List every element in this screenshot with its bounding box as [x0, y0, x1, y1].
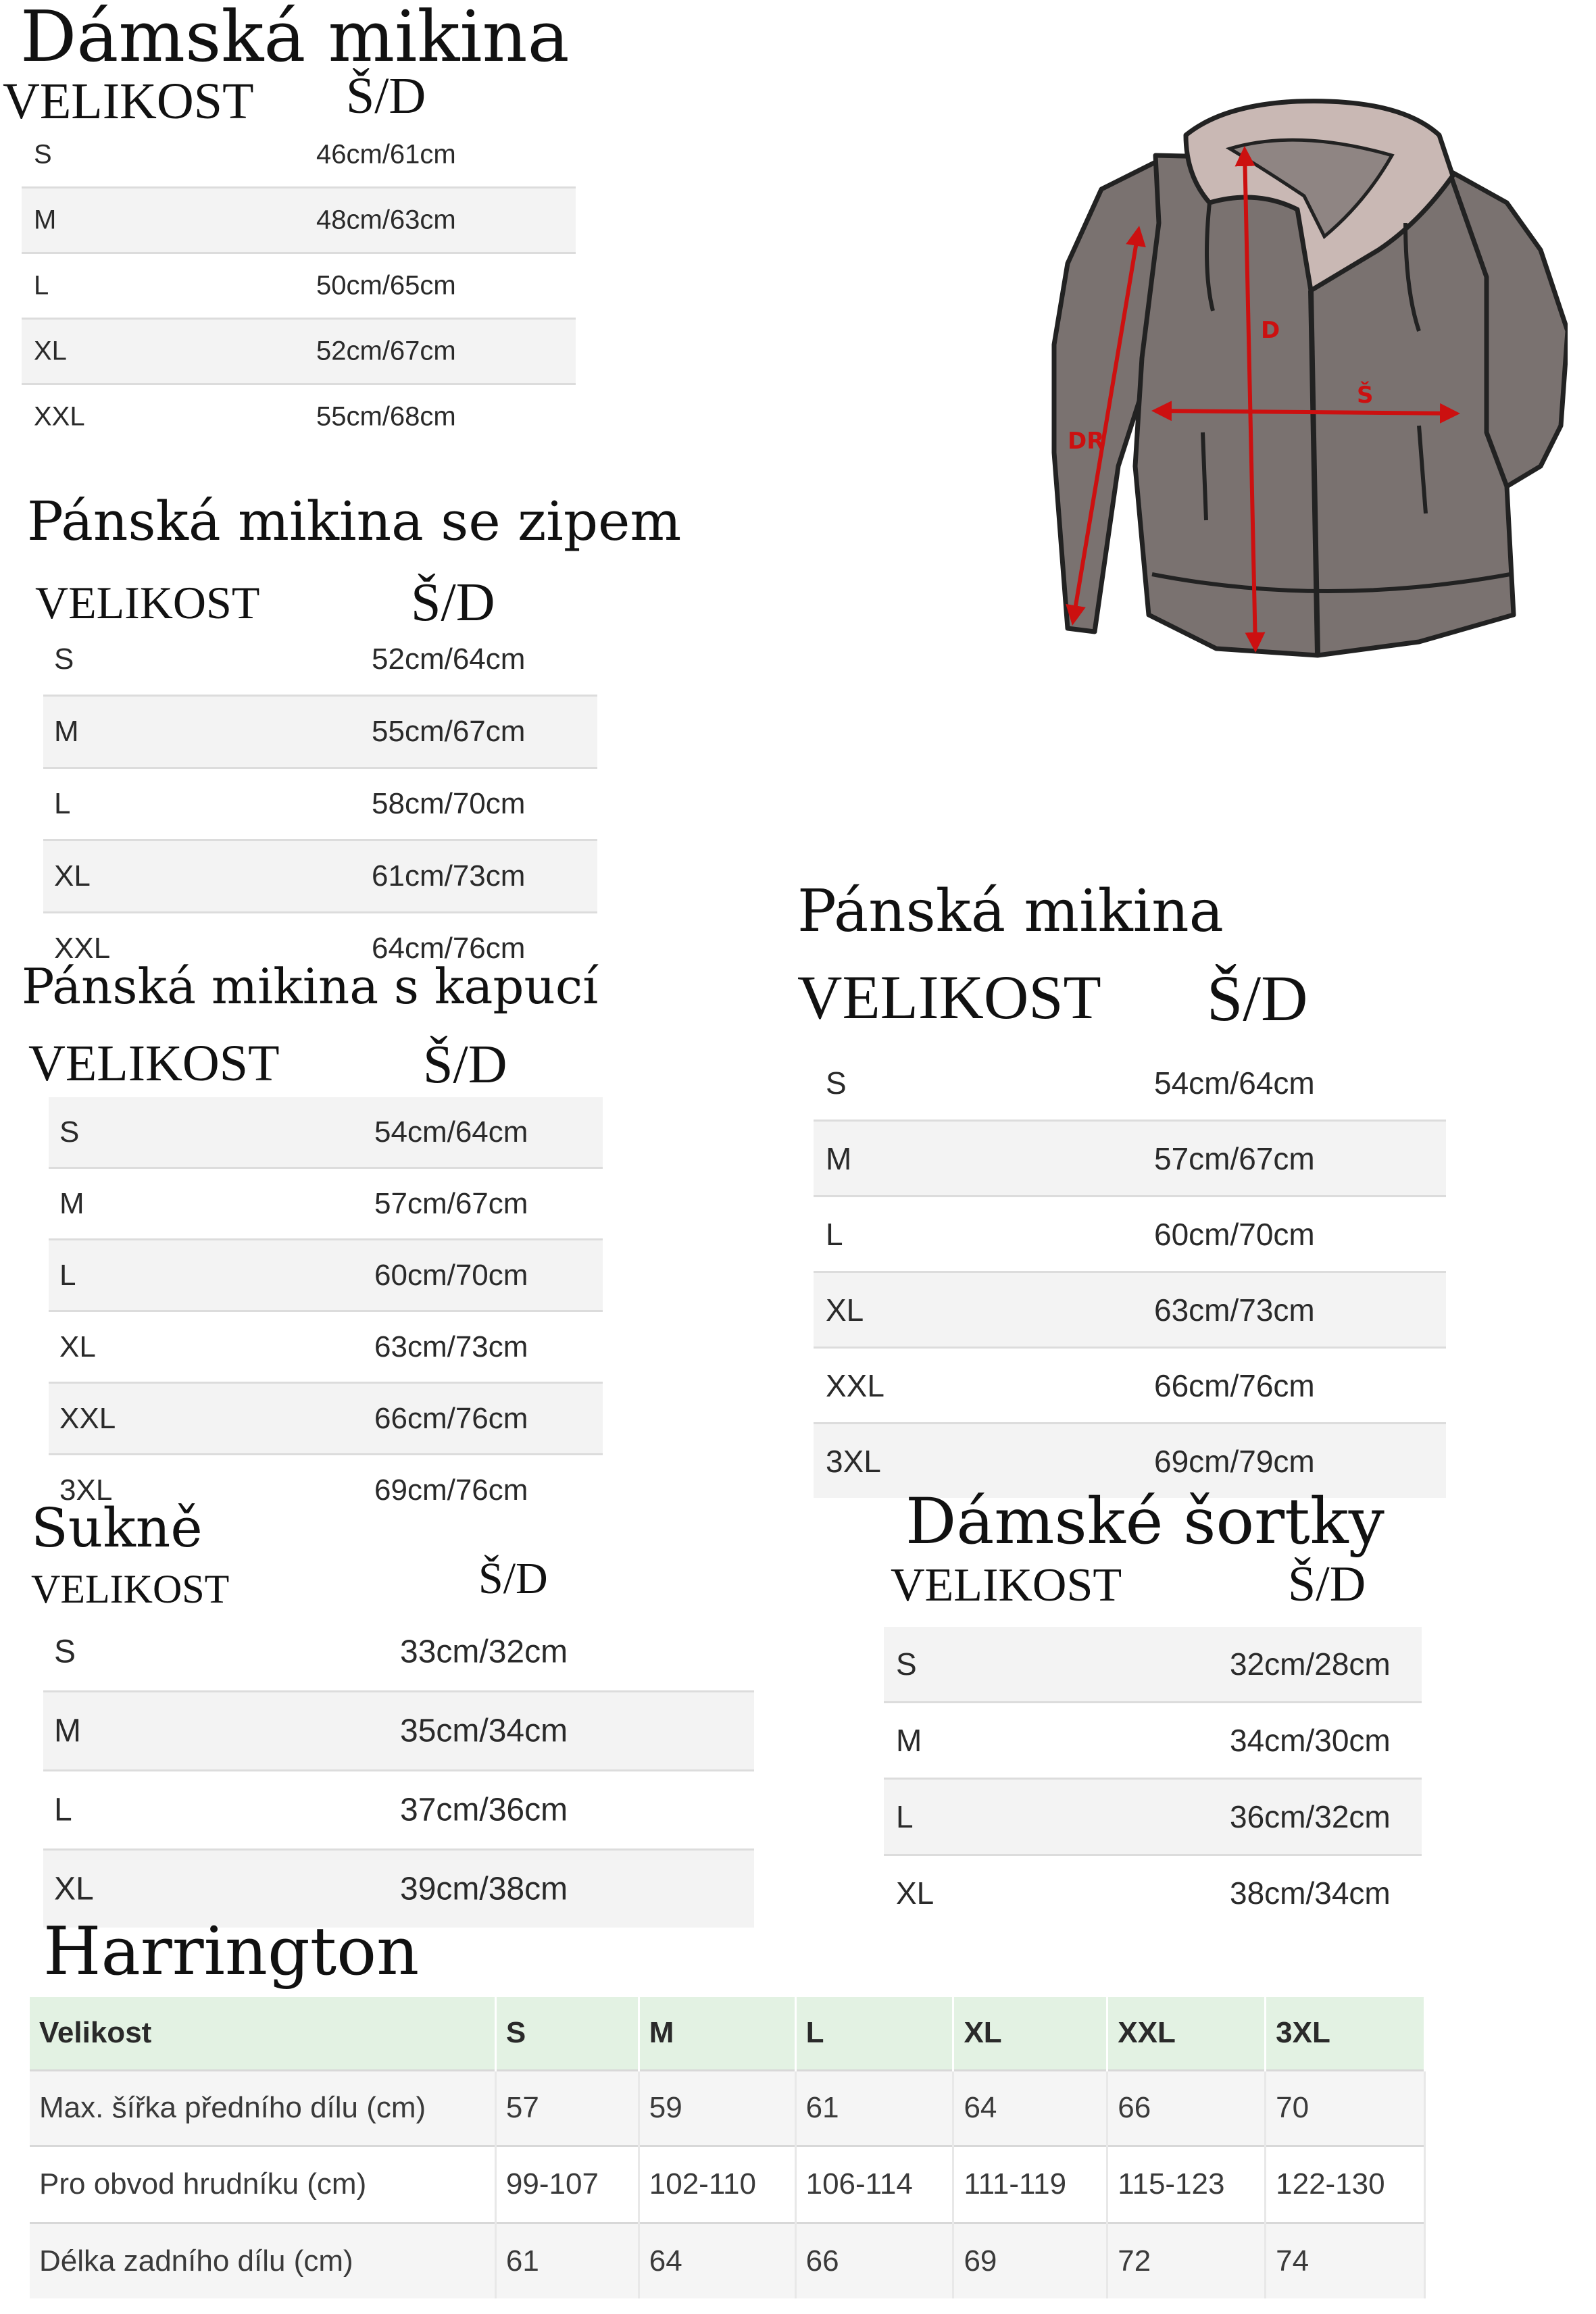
table-row	[43, 769, 597, 841]
size-cell: L	[896, 1799, 914, 1834]
size-cell: M	[54, 1713, 81, 1749]
value-cell: 70	[1266, 2070, 1425, 2146]
col-header-measure: Š/D	[478, 1554, 548, 1603]
size-cell: M	[826, 1140, 852, 1176]
value-cell: 66	[1107, 2070, 1266, 2146]
col-header-size: VELIKOST	[797, 963, 1101, 1032]
size-cell: L	[54, 1792, 72, 1828]
value-cell: 57	[495, 2070, 639, 2146]
header-cell: XL	[953, 1997, 1107, 2070]
row-label: Pro obvod hrudníku (cm)	[30, 2146, 495, 2223]
harrington-table	[30, 1997, 1426, 2298]
size-cell: XL	[896, 1876, 934, 1911]
value-cell: 35cm/34cm	[400, 1713, 568, 1749]
size-cell: L	[59, 1258, 76, 1292]
length-label: D	[1261, 317, 1280, 344]
section-title-sukne: Sukně	[31, 1496, 203, 1559]
value-cell: 64cm/76cm	[372, 932, 526, 965]
sleeve-label: DR	[1068, 428, 1105, 455]
table-row	[884, 1703, 1422, 1780]
value-cell: 111-119	[953, 2146, 1107, 2223]
table-row	[814, 1273, 1446, 1349]
size-cell: M	[59, 1186, 84, 1220]
value-cell: 50cm/65cm	[316, 270, 456, 301]
value-cell: 46cm/61cm	[316, 139, 456, 170]
section-title-panska-kapuce: Pánská mikina s kapucí	[22, 958, 599, 1015]
size-cell: XXL	[54, 932, 111, 965]
value-cell: 55cm/67cm	[372, 715, 526, 748]
size-table-sukne	[43, 1613, 754, 1928]
size-cell: M	[54, 715, 79, 748]
table-row	[30, 2070, 1425, 2146]
value-cell: 54cm/64cm	[374, 1115, 528, 1149]
col-header-size: VELIKOST	[35, 577, 260, 628]
size-cell: S	[34, 139, 52, 170]
value-cell: 63cm/73cm	[374, 1330, 528, 1363]
value-cell: 48cm/63cm	[316, 205, 456, 235]
table-row	[884, 1627, 1422, 1703]
value-cell: 57cm/67cm	[1154, 1140, 1315, 1176]
table-row	[49, 1169, 603, 1240]
header-cell: L	[795, 1997, 953, 2070]
table-row	[30, 2223, 1425, 2298]
size-cell: XL	[54, 1871, 94, 1907]
value-cell: 58cm/70cm	[372, 787, 526, 820]
value-cell: 64	[639, 2223, 795, 2298]
size-cell: M	[34, 205, 57, 235]
value-cell: 52cm/64cm	[372, 643, 526, 676]
value-cell: 66cm/76cm	[374, 1401, 528, 1435]
size-cell: S	[896, 1646, 917, 1682]
value-cell: 60cm/70cm	[1154, 1216, 1315, 1252]
value-cell: 36cm/32cm	[1230, 1799, 1391, 1834]
value-cell: 34cm/30cm	[1230, 1723, 1391, 1758]
table-row	[814, 1197, 1446, 1273]
table-row	[43, 1692, 754, 1771]
table-row	[884, 1780, 1422, 1856]
size-table-panska-zip	[43, 624, 597, 984]
header-cell: 3XL	[1266, 1997, 1425, 2070]
col-header-size: VELIKOST	[891, 1559, 1122, 1611]
value-cell: 32cm/28cm	[1230, 1646, 1391, 1682]
table-row	[49, 1384, 603, 1455]
value-cell: 69cm/76cm	[374, 1473, 528, 1507]
table-row	[814, 1046, 1446, 1122]
table-row	[49, 1240, 603, 1312]
table-row	[814, 1349, 1446, 1424]
size-cell: M	[896, 1723, 922, 1758]
row-label: Délka zadního dílu (cm)	[30, 2223, 495, 2298]
table-row	[22, 320, 576, 385]
size-cell: L	[54, 787, 71, 820]
value-cell: 69cm/79cm	[1154, 1443, 1315, 1479]
size-cell: S	[826, 1065, 847, 1101]
section-title-panska: Pánská mikina	[797, 878, 1224, 945]
value-cell: 38cm/34cm	[1230, 1876, 1391, 1911]
size-cell: 3XL	[59, 1473, 113, 1507]
value-cell: 39cm/38cm	[400, 1871, 568, 1907]
size-cell: 3XL	[826, 1443, 881, 1479]
value-cell: 57cm/67cm	[374, 1186, 528, 1220]
hoodie-measurement-diagram	[1041, 88, 1568, 669]
section-title-damska-mikina: Dámská mikina	[20, 0, 570, 78]
value-cell: 102-110	[639, 2146, 795, 2223]
size-cell: S	[54, 643, 74, 676]
size-cell: XXL	[34, 401, 85, 432]
table-row	[43, 841, 597, 913]
value-cell: 61cm/73cm	[372, 859, 526, 892]
size-cell: XXL	[59, 1401, 116, 1435]
table-row	[43, 624, 597, 697]
value-cell: 52cm/67cm	[316, 336, 456, 366]
section-title-harrington: Harrington	[43, 1913, 420, 1990]
width-arrow	[1155, 411, 1456, 413]
value-cell: 55cm/68cm	[316, 401, 456, 432]
size-table-sortky	[884, 1627, 1422, 1930]
table-row	[22, 385, 576, 449]
col-header-size: VELIKOST	[28, 1035, 280, 1092]
table-row	[49, 1312, 603, 1384]
value-cell: 63cm/73cm	[1154, 1292, 1315, 1328]
size-cell: S	[54, 1634, 76, 1670]
header-cell: S	[495, 1997, 639, 2070]
col-header-measure: Š/D	[423, 1035, 507, 1095]
value-cell: 74	[1266, 2223, 1425, 2298]
table-row	[22, 123, 576, 188]
section-title-panska-zip: Pánská mikina se zipem	[27, 490, 682, 553]
value-cell: 72	[1107, 2223, 1266, 2298]
table-row	[22, 188, 576, 254]
size-cell: XL	[54, 859, 91, 892]
size-table-panska	[814, 1046, 1446, 1498]
value-cell: 54cm/64cm	[1154, 1065, 1315, 1101]
col-header-measure: Š/D	[346, 68, 426, 124]
size-cell: XL	[826, 1292, 864, 1328]
table-row	[49, 1097, 603, 1169]
size-table-panska-kapuce	[49, 1097, 603, 1525]
value-cell: 59	[639, 2070, 795, 2146]
col-header-measure: Š/D	[411, 573, 495, 632]
size-cell: L	[34, 270, 49, 301]
size-cell: L	[826, 1216, 843, 1252]
table-row	[43, 1771, 754, 1851]
table-row	[22, 254, 576, 320]
value-cell: 122-130	[1266, 2146, 1425, 2223]
col-header-measure: Š/D	[1288, 1557, 1366, 1612]
value-cell: 37cm/36cm	[400, 1792, 568, 1828]
value-cell: 61	[495, 2223, 639, 2298]
header-cell: XXL	[1107, 1997, 1266, 2070]
size-cell: S	[59, 1115, 80, 1149]
table-row	[43, 697, 597, 769]
header-cell: Velikost	[30, 1997, 495, 2070]
row-label: Max. šířka předního dílu (cm)	[30, 2070, 495, 2146]
value-cell: 64	[953, 2070, 1107, 2146]
col-header-size: VELIKOST	[3, 73, 254, 130]
header-cell: M	[639, 1997, 795, 2070]
section-title-sortky: Dámské šortky	[905, 1485, 1385, 1559]
value-cell: 33cm/32cm	[400, 1634, 568, 1670]
width-label: Š	[1357, 382, 1374, 409]
table-row	[43, 1613, 754, 1692]
value-cell: 61	[795, 2070, 953, 2146]
table-row	[814, 1122, 1446, 1197]
col-header-measure: Š/D	[1207, 962, 1308, 1034]
size-cell: XXL	[826, 1367, 884, 1403]
value-cell: 106-114	[795, 2146, 953, 2223]
size-cell: XL	[59, 1330, 96, 1363]
col-header-size: VELIKOST	[31, 1567, 230, 1611]
size-cell: XL	[34, 336, 67, 366]
table-row	[884, 1856, 1422, 1930]
value-cell: 115-123	[1107, 2146, 1266, 2223]
table-header-row	[30, 1997, 1425, 2070]
size-table-damska-mikina	[22, 123, 576, 449]
value-cell: 99-107	[495, 2146, 639, 2223]
value-cell: 66cm/76cm	[1154, 1367, 1315, 1403]
value-cell: 66	[795, 2223, 953, 2298]
table-row	[30, 2146, 1425, 2223]
value-cell: 69	[953, 2223, 1107, 2298]
value-cell: 60cm/70cm	[374, 1258, 528, 1292]
